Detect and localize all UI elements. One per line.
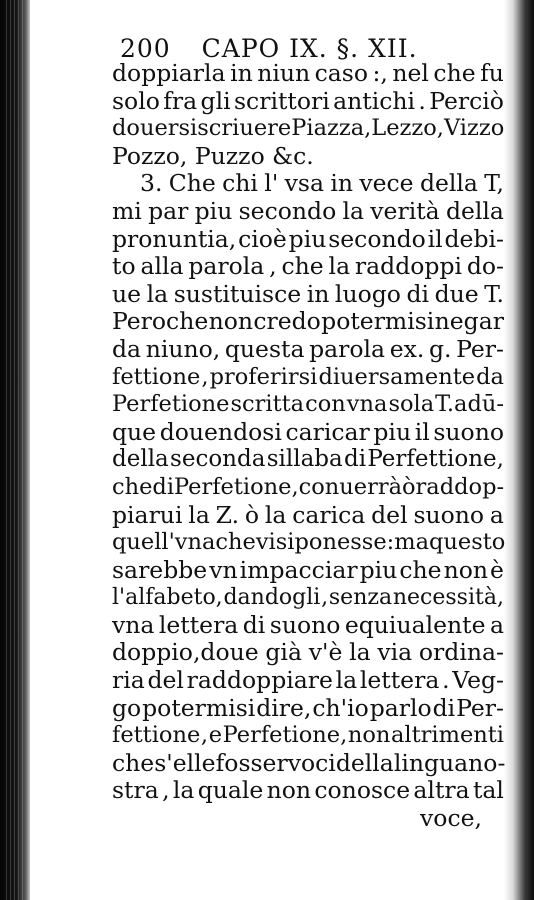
word: impacciar	[239, 555, 358, 584]
word: che	[215, 529, 256, 556]
word: conuerrà	[298, 473, 402, 500]
paragraph-start-line	[112, 170, 504, 198]
word: altrimenti	[391, 722, 504, 749]
word: fra	[163, 86, 198, 115]
word: niun	[257, 59, 311, 87]
word: scritta	[230, 391, 305, 418]
page-number: 200	[120, 34, 171, 63]
word: Perciò	[429, 86, 504, 115]
word: raddoppi	[354, 252, 463, 281]
word: suono	[433, 417, 504, 446]
word: da	[476, 363, 504, 390]
word: alla	[140, 252, 184, 281]
word: vece	[359, 169, 414, 198]
word: seconda	[170, 446, 266, 473]
word: Veg-	[452, 666, 504, 695]
word: vi	[255, 529, 276, 556]
word: che	[281, 252, 324, 281]
word: fosser	[215, 748, 288, 777]
word: par	[148, 196, 189, 225]
word: l'alfabeto,	[112, 585, 223, 611]
binding-gutter	[0, 0, 30, 900]
word: ria	[112, 666, 145, 695]
word: ordina-	[418, 638, 504, 667]
word: sola	[388, 391, 435, 418]
text-line	[112, 253, 504, 281]
catchword: voce,	[420, 804, 482, 833]
word: :,	[372, 59, 388, 87]
word: 3.	[140, 169, 163, 198]
word: Perfetione	[112, 391, 230, 418]
word: parola	[188, 252, 265, 281]
word: doppio,doue	[112, 638, 259, 667]
text-line	[112, 584, 504, 612]
word: .	[442, 666, 450, 695]
word: del	[147, 666, 184, 695]
word: la	[342, 196, 365, 225]
word: la	[146, 279, 169, 308]
word: già	[265, 638, 302, 667]
word: da	[112, 334, 142, 363]
word: Peroche	[112, 307, 209, 336]
word: ue	[112, 279, 142, 308]
word: della	[112, 446, 169, 473]
word: la	[172, 776, 195, 805]
word: ch'io	[312, 693, 369, 722]
word: doppiarla	[112, 59, 226, 87]
word: ponesse:	[294, 529, 395, 556]
word: v'è	[308, 638, 343, 667]
word: necessità,	[392, 585, 504, 611]
word: della	[419, 169, 478, 198]
word: negar	[434, 307, 504, 336]
word: credo	[253, 307, 321, 336]
word: g.	[428, 334, 452, 363]
word: piu	[359, 555, 398, 584]
word: verità	[370, 196, 440, 225]
word: go	[112, 693, 142, 722]
word: di	[432, 693, 456, 722]
word: del	[371, 500, 408, 529]
word: .	[418, 86, 426, 115]
word: T.	[484, 279, 504, 308]
word: scriuere	[197, 115, 292, 142]
word: a	[489, 610, 504, 639]
text-line	[112, 529, 504, 557]
text-line	[112, 226, 504, 254]
text-line	[112, 115, 504, 143]
word: T.adū-	[435, 391, 504, 418]
word: Z.	[215, 500, 240, 529]
word: parlo	[369, 693, 432, 722]
word: della	[335, 748, 394, 777]
word: diuersamente	[318, 363, 476, 390]
word: ,	[321, 585, 329, 611]
word: T,	[484, 169, 504, 198]
word: Perfettione,	[367, 446, 504, 473]
word: l'	[264, 169, 279, 198]
running-title: CAPO IX. §. XII.	[201, 34, 418, 63]
text-line	[112, 777, 504, 805]
text-line	[112, 60, 504, 88]
word: do-	[466, 252, 504, 281]
word: Piazza,	[291, 115, 372, 142]
text-line	[112, 639, 504, 667]
word: mi	[112, 196, 142, 225]
word: fu	[480, 59, 504, 87]
text-line	[112, 722, 504, 750]
word: di	[152, 473, 175, 500]
word: ò	[402, 473, 416, 500]
word: piarui	[112, 500, 183, 529]
word: fettione	[112, 722, 201, 749]
word: piu	[373, 417, 412, 446]
word: debi-	[444, 224, 504, 253]
word: raddoppiare	[186, 666, 333, 695]
word: dandogli	[223, 585, 321, 611]
body-text	[112, 60, 504, 833]
text-line	[112, 391, 504, 419]
word: piu	[288, 224, 327, 253]
word: scrittori	[233, 86, 330, 115]
text-line: Pozzo, Puzzo &c.	[112, 141, 314, 170]
text-line	[112, 667, 504, 695]
text-line	[112, 557, 504, 585]
word: quell'vna	[112, 529, 216, 556]
text-line	[112, 198, 504, 226]
word: Che	[168, 169, 216, 198]
text-line	[112, 281, 504, 309]
word: che	[112, 748, 155, 777]
word: lettera	[158, 610, 239, 639]
word: secondo	[238, 196, 337, 225]
word: altra	[413, 776, 470, 805]
word: di	[242, 610, 266, 639]
word: lettera	[359, 666, 440, 695]
word: Perfetione,	[174, 473, 299, 500]
word: equiualente	[344, 610, 486, 639]
word: non	[347, 722, 391, 749]
word: con	[305, 391, 346, 418]
word: e	[208, 722, 223, 749]
word: luogo	[334, 279, 401, 308]
word: niuno,	[145, 334, 221, 363]
word: si	[275, 529, 295, 556]
word: che	[433, 59, 476, 87]
page-stack-edges	[6, 0, 24, 900]
word: il	[427, 224, 443, 253]
word: vn	[209, 555, 238, 584]
word: antichi	[333, 86, 416, 115]
word: to	[112, 252, 136, 281]
word: via	[377, 638, 413, 667]
word: di	[406, 279, 430, 308]
word: non	[266, 776, 312, 805]
word: che	[112, 473, 153, 500]
word: non	[443, 555, 488, 584]
word: voci	[287, 748, 336, 777]
word: Per-	[456, 693, 504, 722]
word: caricar	[285, 417, 370, 446]
text-line	[112, 474, 504, 502]
text-line	[112, 336, 504, 364]
word: chi	[222, 169, 258, 198]
word: la	[335, 666, 358, 695]
word: douersi	[112, 115, 198, 142]
word: la	[349, 638, 371, 667]
word: dire,	[256, 693, 312, 722]
text-line	[112, 88, 504, 116]
word: due	[434, 279, 479, 308]
text-line	[112, 750, 504, 778]
word: ò	[244, 500, 260, 529]
word: in	[306, 279, 330, 308]
word: non	[208, 307, 253, 336]
word: raddop-	[415, 473, 505, 500]
word: tal	[472, 776, 504, 805]
page-right-edge	[504, 0, 534, 900]
word: lingua	[393, 748, 469, 777]
word: s'elle	[154, 748, 216, 777]
word: potermisi	[142, 693, 256, 722]
word: vna	[346, 391, 388, 418]
word: ,	[200, 722, 209, 749]
word: solo	[112, 86, 160, 115]
word: ,	[162, 776, 170, 805]
text-line	[112, 446, 504, 474]
word: vsa	[284, 169, 324, 198]
word: la	[188, 500, 210, 529]
word: Perfetione,	[222, 722, 348, 749]
word: conosce	[314, 776, 411, 805]
word: no-	[468, 748, 506, 777]
word: sarebbe	[112, 555, 208, 584]
word: Lezzo,Vizzo	[371, 115, 505, 142]
word: in	[330, 169, 353, 198]
word: la	[328, 252, 351, 281]
word: che	[399, 555, 442, 584]
text-line	[112, 612, 504, 640]
word: vna	[112, 610, 155, 639]
word: sillaba	[266, 446, 343, 473]
word: ,	[201, 363, 209, 390]
word: piu	[194, 196, 233, 225]
word: gli	[200, 86, 231, 115]
word: questo	[429, 529, 506, 556]
word: suono	[413, 500, 485, 529]
text-line	[112, 695, 504, 723]
word: di	[344, 446, 367, 473]
word: della	[445, 196, 504, 225]
text-line	[112, 308, 504, 336]
text-line	[112, 502, 504, 530]
word: la	[264, 500, 287, 529]
word: carica	[292, 500, 366, 529]
word: nel	[392, 59, 429, 87]
word: è	[490, 555, 504, 584]
word: a	[489, 500, 504, 529]
text-line	[112, 364, 504, 392]
word: ,	[269, 252, 277, 281]
word: senza	[328, 585, 393, 611]
word: sustituisce	[173, 279, 302, 308]
word: caso	[314, 59, 368, 87]
word: parola	[309, 334, 386, 363]
word: pronuntia,	[112, 224, 237, 253]
word: douendosi	[159, 417, 282, 446]
word: secondo	[328, 224, 426, 253]
word: Per-	[456, 334, 504, 363]
word: que	[112, 417, 157, 446]
word: ex.	[389, 334, 425, 363]
word: fettione	[112, 363, 201, 390]
word: quale	[197, 776, 264, 805]
word: suono	[269, 610, 341, 639]
text-line	[112, 419, 504, 447]
word: proferirsi	[209, 363, 318, 390]
word: potermisi	[321, 307, 435, 336]
word: il	[414, 417, 430, 446]
word: questa	[224, 334, 305, 363]
word: in	[230, 59, 253, 87]
word: cioè	[238, 224, 287, 253]
word: ma	[394, 529, 429, 556]
word: stra	[112, 776, 159, 805]
